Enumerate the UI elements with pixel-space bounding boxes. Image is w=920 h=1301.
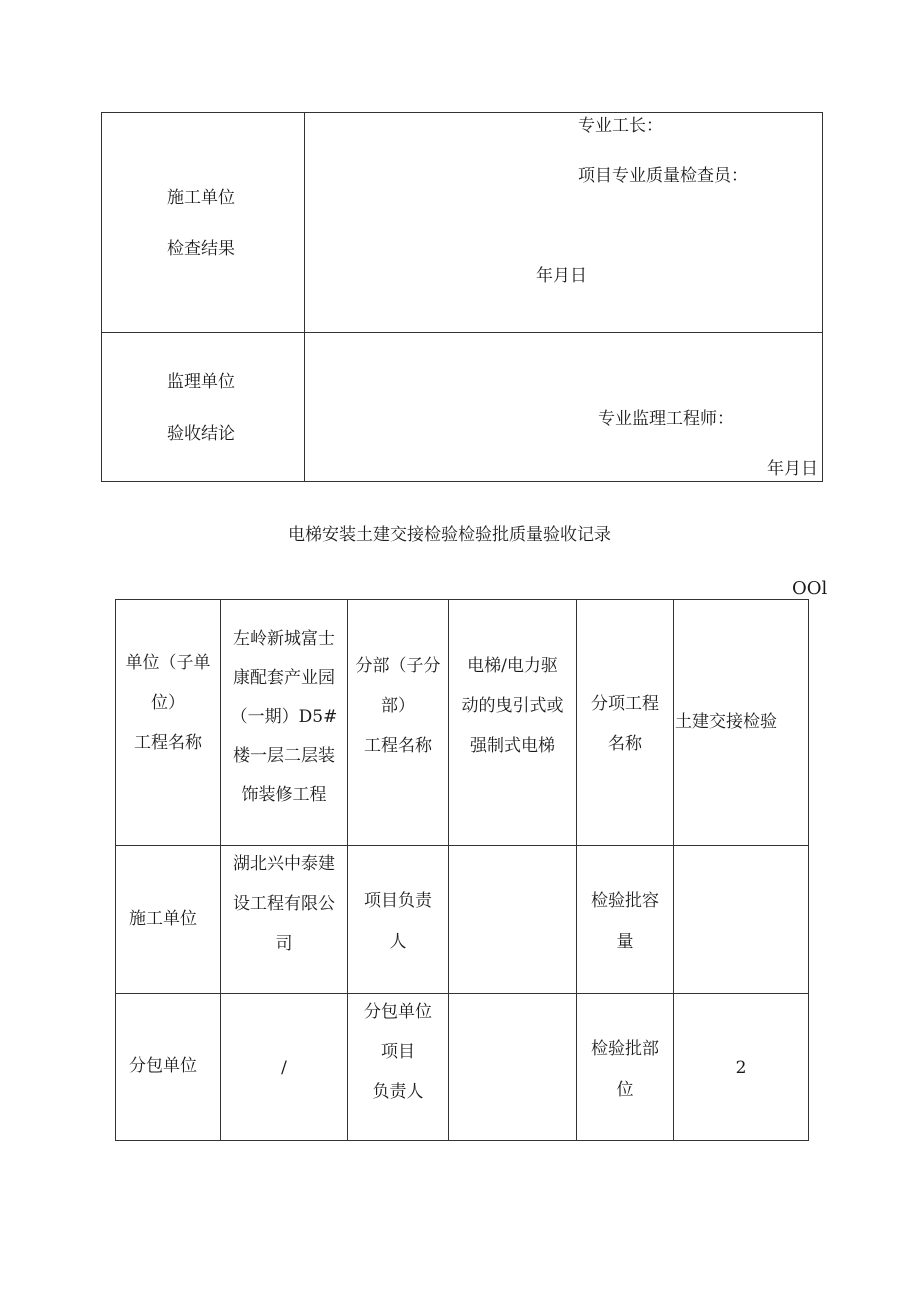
- unit-name-value-line: （一期）D5#: [230, 707, 338, 727]
- project-manager-label: [348, 886, 448, 952]
- table-border: [101, 481, 823, 482]
- batch-part-value-text: 2: [735, 1058, 747, 1078]
- sub-manager-label-line: 项目: [381, 1042, 415, 1062]
- unit-name-label-line: 位）: [151, 693, 185, 713]
- project-manager-label-line: 人: [389, 932, 407, 952]
- item-name-label: [577, 689, 673, 754]
- table-border: [304, 112, 305, 482]
- item-name-label-line: 名称: [608, 734, 642, 754]
- table-border: [822, 112, 823, 482]
- subcontractor-label: 分包单位: [129, 1056, 197, 1076]
- unit-name-value-line: 饰装修工程: [241, 785, 327, 805]
- construction-label-line2: 检查结果: [167, 239, 235, 259]
- sub-manager-label-line: 分包单位: [364, 1002, 432, 1022]
- contractor-value-line: 设工程有限公: [233, 894, 335, 914]
- table-border: [101, 332, 823, 333]
- division-name-label-line: 部）: [381, 696, 415, 716]
- supervision-date: 年月日: [767, 459, 818, 479]
- batch-part-label-line: 位: [616, 1080, 634, 1100]
- division-name-value-line: 电梯/电力驱: [467, 656, 558, 676]
- contractor-value-line: 湖北兴中泰建: [233, 854, 335, 874]
- supervision-label-line2: 验收结论: [167, 424, 235, 444]
- contractor-label: 施工单位: [129, 909, 197, 929]
- inspector-signature-label: 项目专业质量检查员：: [578, 166, 748, 186]
- engineer-signature-label: 专业监理工程师：: [598, 409, 734, 429]
- unit-name-label: [116, 648, 220, 753]
- batch-capacity-label: [577, 886, 673, 952]
- item-name-label-line: 分项工程: [591, 694, 659, 714]
- division-name-value: [449, 651, 576, 756]
- contractor-value-line: 司: [275, 934, 293, 954]
- supervision-label-line1: 监理单位: [167, 372, 235, 392]
- unit-name-value: [221, 624, 347, 805]
- batch-capacity-label-line: 检验批容: [591, 891, 659, 911]
- sub-manager-label: [348, 997, 448, 1102]
- contractor-value: [221, 849, 347, 954]
- division-name-value-line: 动的曳引式或: [461, 696, 564, 716]
- unit-name-value-line: 楼一层二层装: [233, 746, 335, 766]
- batch-part-label: [577, 1034, 673, 1100]
- sub-manager-label-line: 负责人: [372, 1082, 424, 1102]
- batch-capacity-label-line: 量: [616, 932, 634, 952]
- table-border: [808, 599, 809, 1141]
- foreman-signature-label: 专业工长：: [578, 116, 663, 136]
- unit-name-value-line: 康配套产业园: [233, 668, 335, 688]
- construction-date: 年月日: [536, 266, 587, 286]
- division-name-label-line: 分部（子分: [355, 656, 441, 676]
- unit-name-label-line: 单位（子单: [125, 653, 211, 673]
- division-name-label-line: 工程名称: [364, 736, 432, 756]
- item-name-value: 土建交接检验: [675, 712, 777, 732]
- batch-part-value: [674, 1058, 808, 1078]
- form-number: OOl: [792, 578, 828, 599]
- subcontractor-value-text: /: [281, 1058, 287, 1078]
- division-name-value-line: 强制式电梯: [470, 736, 555, 756]
- table-border: [101, 112, 102, 482]
- batch-part-label-line: 检验批部: [591, 1039, 659, 1059]
- project-manager-label-line: 项目负责: [364, 891, 432, 911]
- table-border: [101, 112, 823, 113]
- construction-label-line1: 施工单位: [167, 188, 235, 208]
- form-title: 电梯安装土建交接检验检验批质量验收记录: [288, 525, 611, 545]
- unit-name-value-line: 左岭新城富士: [233, 629, 335, 649]
- subcontractor-value: [221, 1058, 347, 1078]
- unit-name-label-line: 工程名称: [134, 733, 202, 753]
- division-name-label: [348, 651, 448, 756]
